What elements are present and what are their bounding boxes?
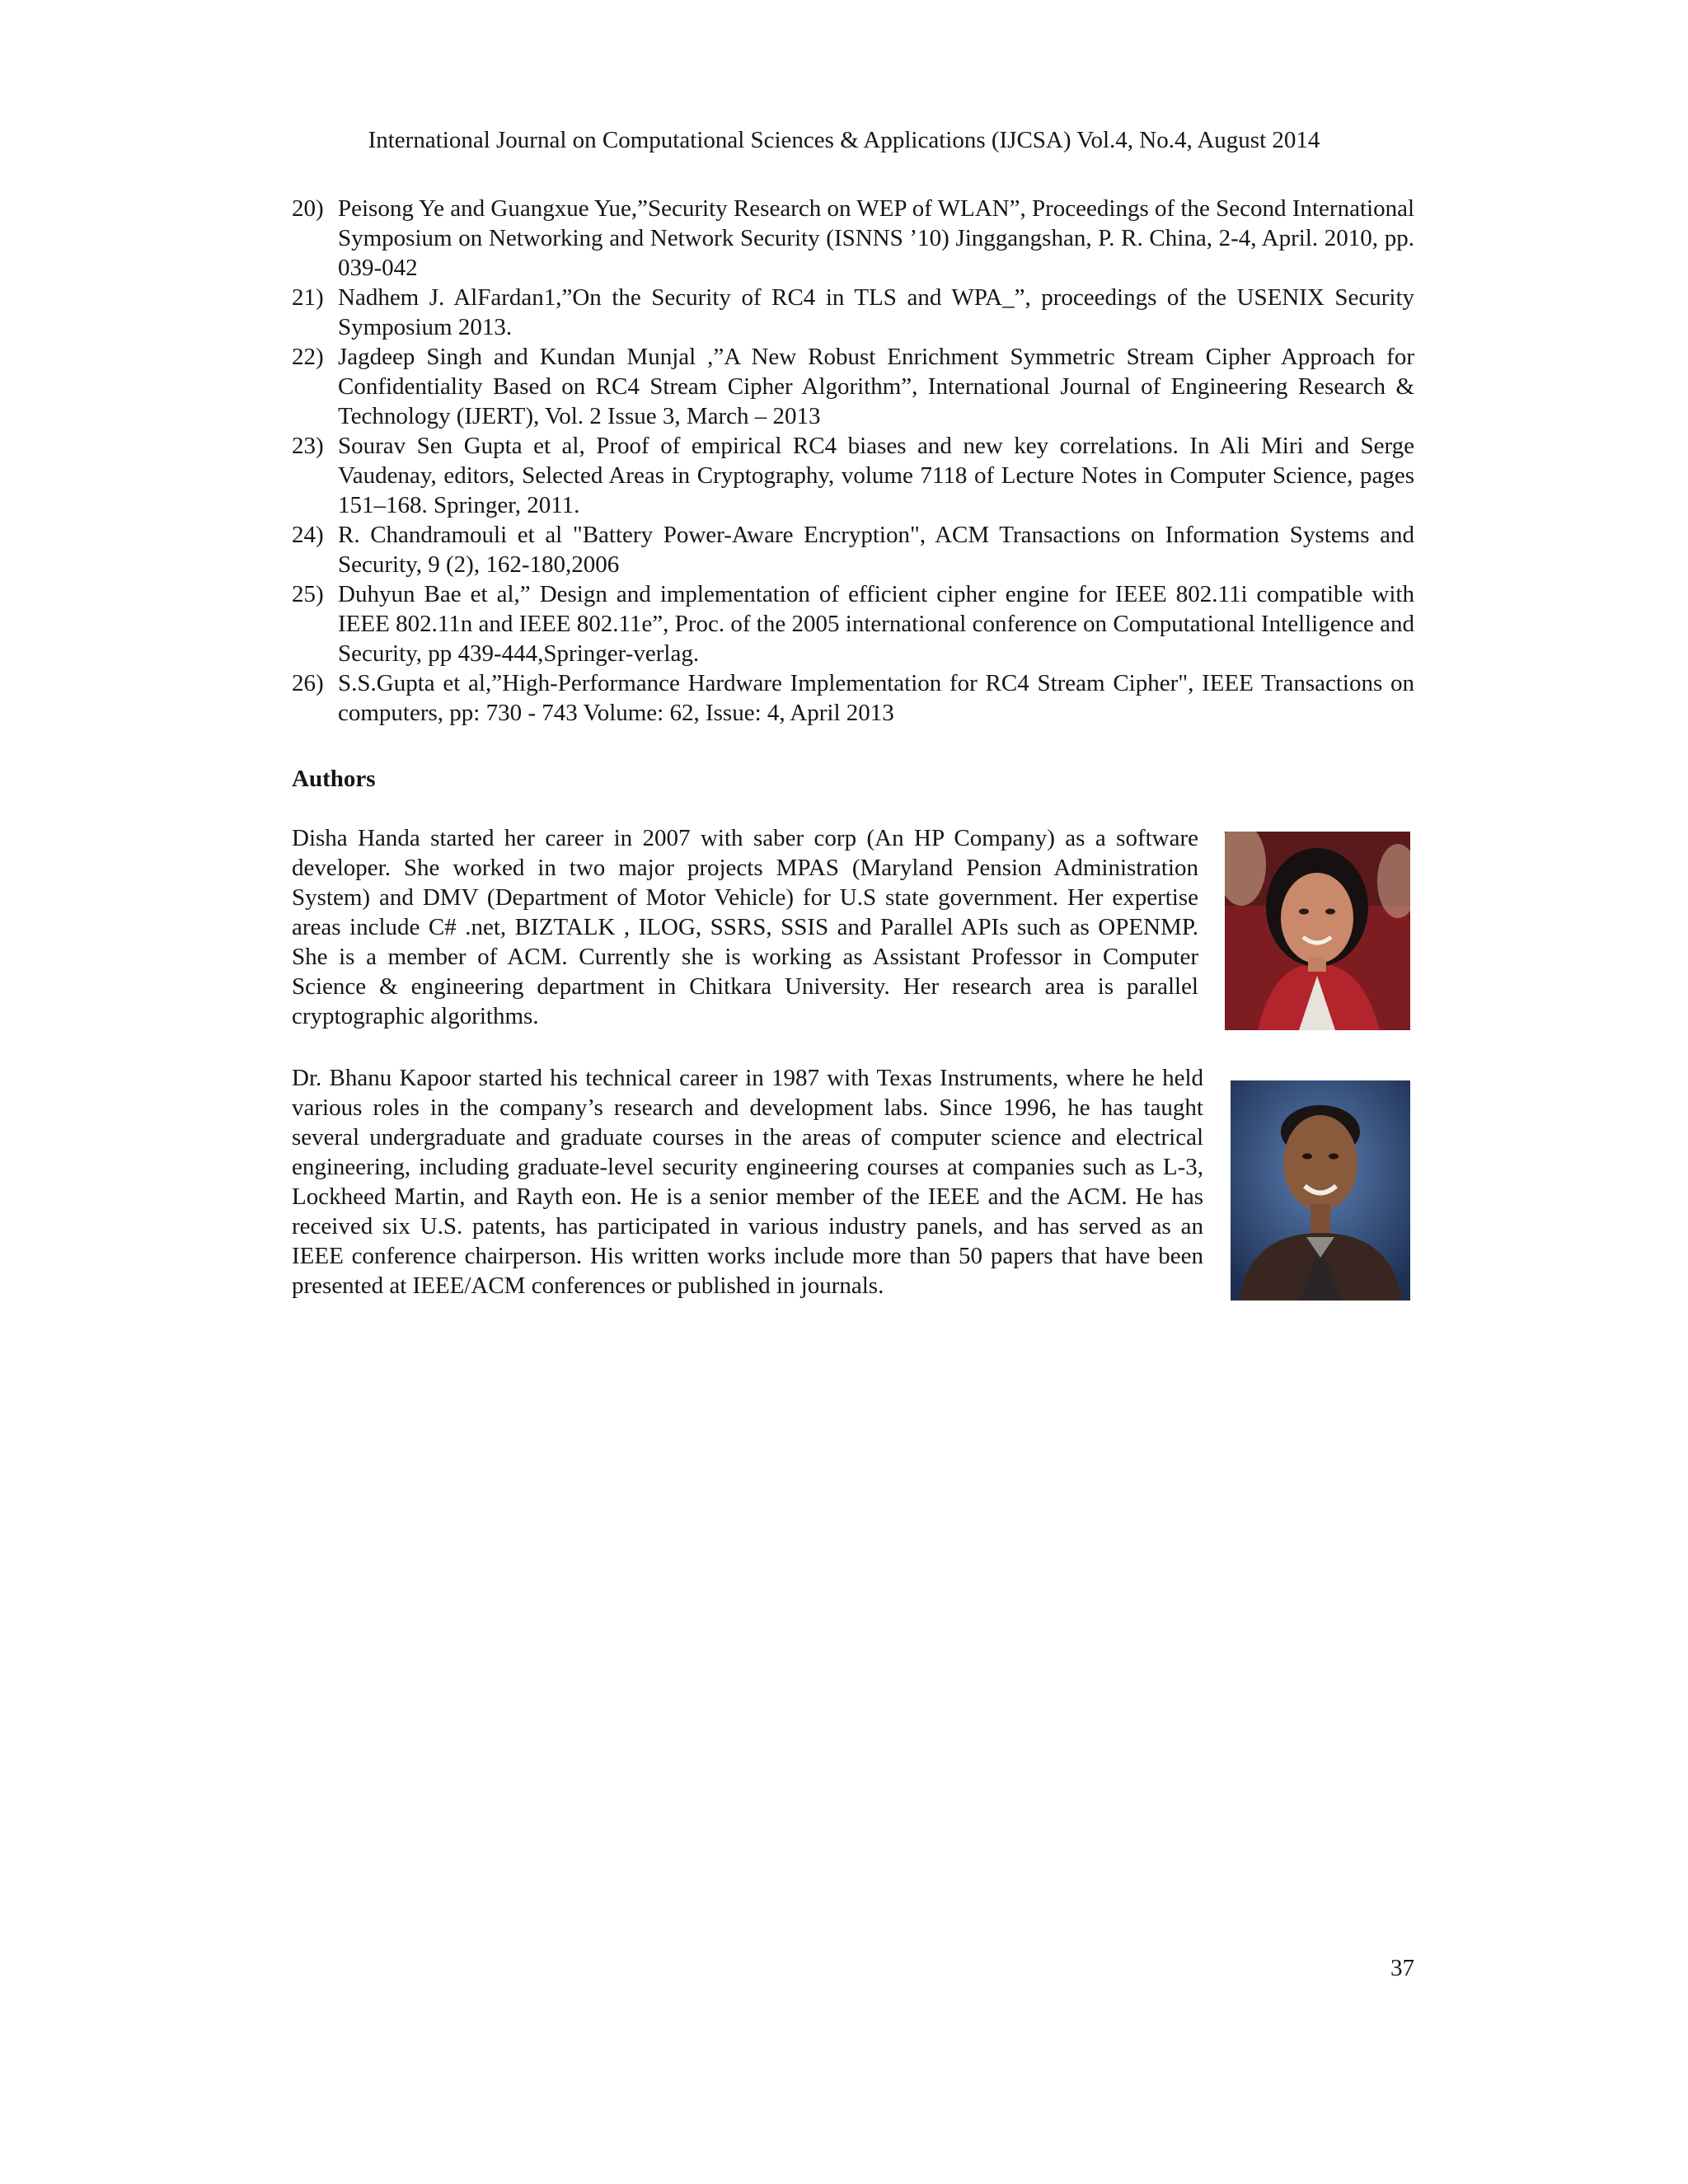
reference-item: [292, 668, 1414, 728]
reference-number: 21): [292, 284, 324, 311]
reference-list: [292, 194, 1414, 728]
page-number: 37: [1390, 1955, 1414, 1981]
author-photo-disha-handa: [1225, 832, 1410, 1030]
running-header: International Journal on Computational Sciences & Applications (IJCSA) Vol.4, No.4, August 2014: [368, 127, 1320, 153]
reference-number: 20): [292, 195, 324, 222]
reference-text: S.S.Gupta et al,”High-Performance Hardware Implementation for RC4 Stream Cipher", IEEE Transactions on computers, pp: 730 - 743 Volume: 62, Issue: 4, April 2013: [338, 670, 1414, 726]
reference-item: [292, 283, 1414, 342]
reference-text: R. Chandramouli et al "Battery Power-Aware Encryption", ACM Transactions on Information Systems and Security, 9 (2), 162-180,2006: [338, 522, 1414, 578]
reference-number: 25): [292, 581, 324, 607]
reference-number: 24): [292, 522, 324, 548]
reference-text: Duhyun Bae et al,” Design and implementation of efficient cipher engine for IEEE 802.11i compatible with IEEE 802.11n and IEEE 802.11e”, Proc. of the 2005 international conference on Computational Intelligence and Security, pp 439-444,Springer-verlag.: [338, 581, 1414, 667]
reference-item: [292, 342, 1414, 431]
reference-text: Sourav Sen Gupta et al, Proof of empirical RC4 biases and new key correlations. In Ali Miri and Serge Vaudenay, editors, Selected Areas in Cryptography, volume 7118 of Lecture Notes in Computer Science, pages 151–168. Springer, 2011.: [338, 433, 1414, 518]
authors-heading: Authors: [292, 766, 376, 792]
reference-number: 26): [292, 670, 324, 696]
reference-item: [292, 431, 1414, 520]
reference-number: 23): [292, 433, 324, 459]
author-bio-bhanu-kapoor: Dr. Bhanu Kapoor started his technical career in 1987 with Texas Instruments, where he held various roles in the company’s research and development labs. Since 1996, he has taught several undergraduate and graduate courses in the areas of computer science and electrical engineering, including graduate-level security engineering courses at companies such as L-3, Lockheed Martin, and Rayth eon. He is a senior member of the IEEE and the ACM. He has received six U.S. patents, has participated in various industry panels, and has served as an IEEE conference chairperson. His written works include more than 50 papers that have been presented at IEEE/ACM conferences or published in journals.: [292, 1065, 1203, 1299]
reference-item: [292, 194, 1414, 283]
reference-item: [292, 520, 1414, 579]
author-photo-bhanu-kapoor: [1231, 1080, 1410, 1301]
reference-item: [292, 579, 1414, 668]
reference-text: Jagdeep Singh and Kundan Munjal ,”A New Robust Enrichment Symmetric Stream Cipher Approach for Confidentiality Based on RC4 Stream Cipher Algorithm”, International Journal of Engineering Research & Technology (IJERT), Vol. 2 Issue 3, March – 2013: [338, 344, 1414, 429]
author-bio-disha-handa: Disha Handa started her career in 2007 with saber corp (An HP Company) as a software developer. She worked in two major projects MPAS (Maryland Pension Administration System) and DMV (Department of Motor Vehicle) for U.S state government. Her expertise areas include C# .net, BIZTALK , ILOG, SSRS, SSIS and Parallel APIs such as OPENMP. She is a member of ACM. Currently she is working as Assistant Professor in Computer Science & engineering department in Chitkara University. Her research area is parallel cryptographic algorithms.: [292, 825, 1198, 1029]
reference-number: 22): [292, 344, 324, 370]
reference-text: Nadhem J. AlFardan1,”On the Security of RC4 in TLS and WPA_”, proceedings of the USENIX Security Symposium 2013.: [338, 284, 1414, 340]
reference-text: Peisong Ye and Guangxue Yue,”Security Research on WEP of WLAN”, Proceedings of the Second International Symposium on Networking and Network Security (ISNNS ’10) Jinggangshan, P. R. China, 2-4, April. 2010, pp. 039-042: [338, 195, 1414, 281]
